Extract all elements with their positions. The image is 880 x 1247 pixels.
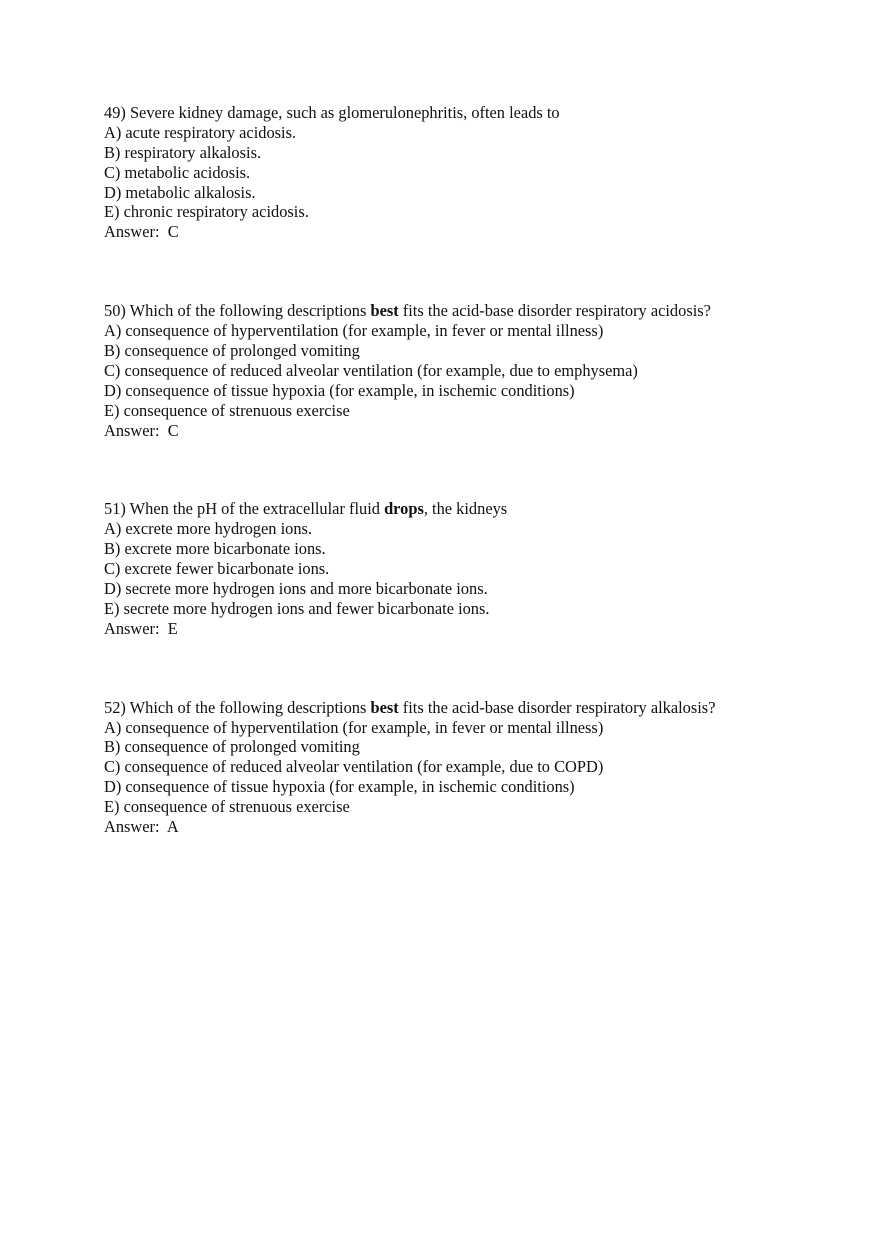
answer-line: Answer: C bbox=[104, 420, 179, 440]
option-d: D) metabolic alkalosis. bbox=[104, 182, 256, 202]
option-e: E) secrete more hydrogen ions and fewer bicarbonate ions. bbox=[104, 598, 490, 618]
option-b: B) consequence of prolonged vomiting bbox=[104, 341, 360, 361]
option-a: A) excrete more hydrogen ions. bbox=[104, 519, 312, 539]
option-a: A) consequence of hyperventilation (for example, in fever or mental illness) bbox=[104, 321, 604, 341]
option-d: D) secrete more hydrogen ions and more bicarbonate ions. bbox=[104, 579, 488, 599]
option-a: A) acute respiratory acidosis. bbox=[104, 122, 297, 142]
question-stem: 52) Which of the following descriptions best fits the acid-base disorder respiratory alkalosis? bbox=[104, 697, 716, 717]
option-d: D) consequence of tissue hypoxia (for example, in ischemic conditions) bbox=[104, 777, 575, 797]
question-stem: 49) Severe kidney damage, such as glomerulonephritis, often leads to bbox=[104, 103, 560, 122]
answer-value: E bbox=[167, 618, 178, 638]
option-e: E) consequence of strenuous exercise bbox=[104, 400, 350, 420]
answer-line: Answer: E bbox=[104, 618, 178, 638]
answer-value: C bbox=[167, 222, 179, 242]
answer-line: Answer: A bbox=[104, 817, 179, 837]
option-c: C) metabolic acidosis. bbox=[104, 162, 251, 182]
question-50 bbox=[104, 301, 824, 440]
option-c: C) consequence of reduced alveolar ventilation (for example, due to emphysema) bbox=[104, 360, 638, 380]
option-b: B) consequence of prolonged vomiting bbox=[104, 737, 360, 757]
option-e: E) consequence of strenuous exercise bbox=[104, 797, 350, 817]
option-c: C) excrete fewer bicarbonate ions. bbox=[104, 559, 330, 579]
question-51 bbox=[104, 499, 824, 638]
option-b: B) respiratory alkalosis. bbox=[104, 142, 262, 162]
option-a: A) consequence of hyperventilation (for example, in fever or mental illness) bbox=[104, 717, 604, 737]
answer-value: A bbox=[166, 817, 179, 837]
option-d: D) consequence of tissue hypoxia (for example, in ischemic conditions) bbox=[104, 380, 575, 400]
answer-value: C bbox=[167, 420, 179, 440]
option-e: E) chronic respiratory acidosis. bbox=[104, 202, 309, 222]
question-52 bbox=[104, 698, 824, 837]
question-stem: 50) Which of the following descriptions best fits the acid-base disorder respiratory acidosis? bbox=[104, 301, 711, 321]
document-page bbox=[104, 103, 824, 896]
question-49 bbox=[104, 103, 824, 242]
answer-line: Answer: C bbox=[104, 222, 179, 242]
option-b: B) excrete more bicarbonate ions. bbox=[104, 539, 326, 559]
option-c: C) consequence of reduced alveolar ventilation (for example, due to COPD) bbox=[104, 757, 604, 777]
question-stem: 51) When the pH of the extracellular fluid drops, the kidneys bbox=[104, 499, 508, 519]
